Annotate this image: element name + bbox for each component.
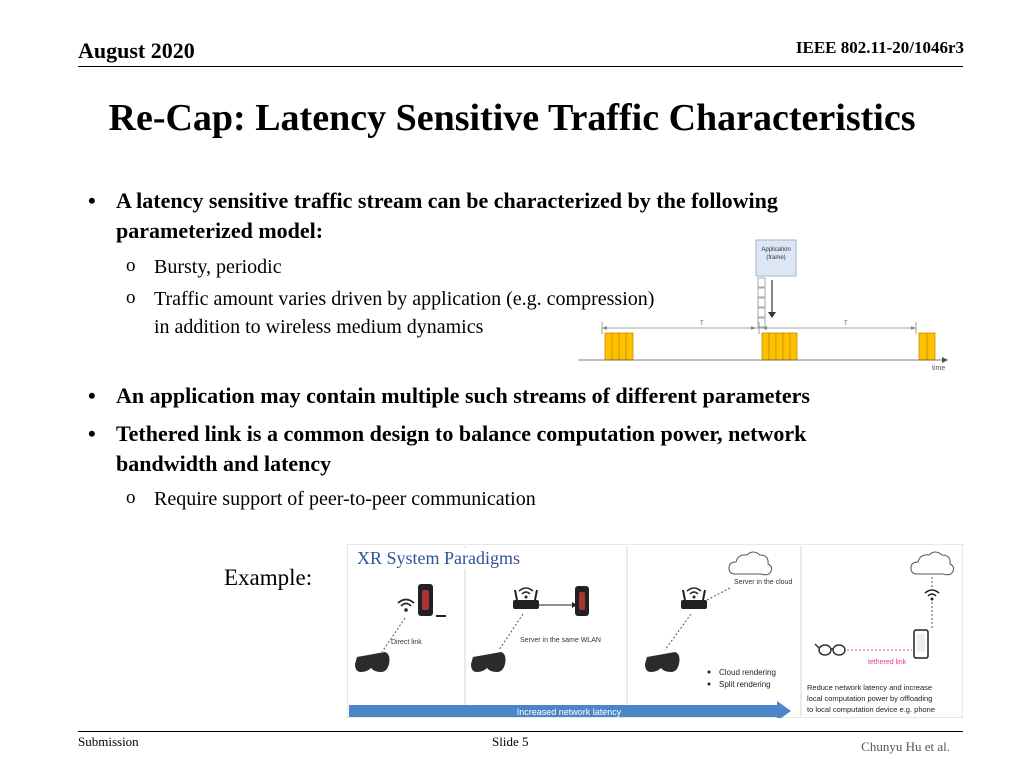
list-bullet — [708, 683, 711, 686]
tethered-note-line-1: Reduce network latency and increase — [807, 683, 933, 692]
bullet-marker: • — [88, 188, 96, 213]
sub-bullet-1-1 — [126, 253, 282, 281]
sub-bullet-3-1-text: Require support of peer-to-peer communication — [154, 488, 536, 510]
period-arrow-left — [602, 326, 607, 330]
sub-bullet-marker: o — [126, 287, 136, 308]
period-label-1: T — [700, 321, 704, 327]
header-divider — [78, 66, 963, 67]
sub-bullet-1-2-line-2: in addition to wireless medium dynamics — [154, 316, 484, 338]
router-icon — [513, 600, 539, 609]
footer-divider — [78, 731, 963, 732]
direct-link-label: Direct link — [391, 639, 422, 646]
time-axis-label: time — [932, 365, 946, 372]
period-label-2: T — [844, 321, 848, 327]
split-rendering-item: Split rendering — [719, 680, 771, 689]
wlan-link-label: Server in the same WLAN — [520, 637, 601, 644]
bullet-2-line-1: An application may contain multiple such streams of different parameters — [116, 383, 810, 408]
slide-title: Re-Cap: Latency Sensitive Traffic Characteristics — [108, 97, 916, 139]
sub-bullet-1-2-line-1: Traffic amount varies driven by application (e.g. compression) — [154, 288, 655, 310]
bullet-marker: • — [88, 421, 96, 446]
bullet-2 — [88, 381, 810, 411]
app-box-label-2: (frame) — [766, 255, 786, 261]
cloud-server-label: Server in the cloud — [734, 579, 793, 586]
bullet-3-line-1: Tethered link is a common design to balance computation power, network — [116, 421, 807, 446]
latency-arrow-label: Increased network latency — [516, 707, 622, 717]
burst-group-1 — [605, 333, 633, 360]
xr-figure-title: XR System Paradigms — [353, 548, 524, 569]
sub-bullet-marker: o — [126, 487, 136, 508]
period-arrow-right — [911, 326, 916, 330]
header-date: August 2020 — [78, 38, 195, 63]
burst-group-3 — [919, 333, 935, 360]
bullet-3-line-2: bandwidth and latency — [116, 451, 332, 476]
frame-down-arrowhead — [768, 312, 776, 318]
footer-submission: Submission — [78, 734, 139, 749]
pc-tower-base — [436, 615, 446, 617]
footer-slide-number: Slide 5 — [492, 734, 529, 749]
sub-bullet-3-1 — [126, 485, 536, 513]
cloud-rendering-item: Cloud rendering — [719, 668, 776, 677]
list-bullet — [708, 671, 711, 674]
tethered-link-label: tethered link — [868, 659, 907, 666]
bullet-1-line-2: parameterized model: — [116, 218, 324, 243]
example-label: Example: — [224, 565, 313, 590]
tethered-note-line-3: to local computation device e.g. phone — [807, 705, 936, 714]
bullet-marker: • — [88, 383, 96, 408]
router-icon — [681, 600, 707, 609]
period-arrow-mid-left — [751, 326, 756, 330]
xr-paradigms-figure — [347, 544, 963, 718]
pc-tower-light — [579, 592, 585, 610]
bullet-1-line-1: A latency sensitive traffic stream can be characterized by the following — [116, 188, 778, 213]
bullet-3 — [88, 419, 807, 479]
sub-bullet-1-1-text: Bursty, periodic — [154, 256, 282, 278]
phone-screen — [917, 634, 925, 652]
footer-author: Chunyu Hu et al. — [861, 739, 950, 754]
document-id: IEEE 802.11-20/1046r3 — [795, 38, 964, 57]
burst-group-2 — [762, 333, 797, 360]
packet-stack — [758, 278, 765, 327]
pc-tower-light — [422, 590, 429, 610]
sub-bullet-marker: o — [126, 255, 136, 276]
time-axis-arrow — [942, 357, 948, 363]
app-box-label-1: Application — [761, 247, 791, 253]
tethered-note-line-2: local computation power by offloading — [807, 694, 933, 703]
traffic-burst-diagram — [570, 236, 950, 376]
